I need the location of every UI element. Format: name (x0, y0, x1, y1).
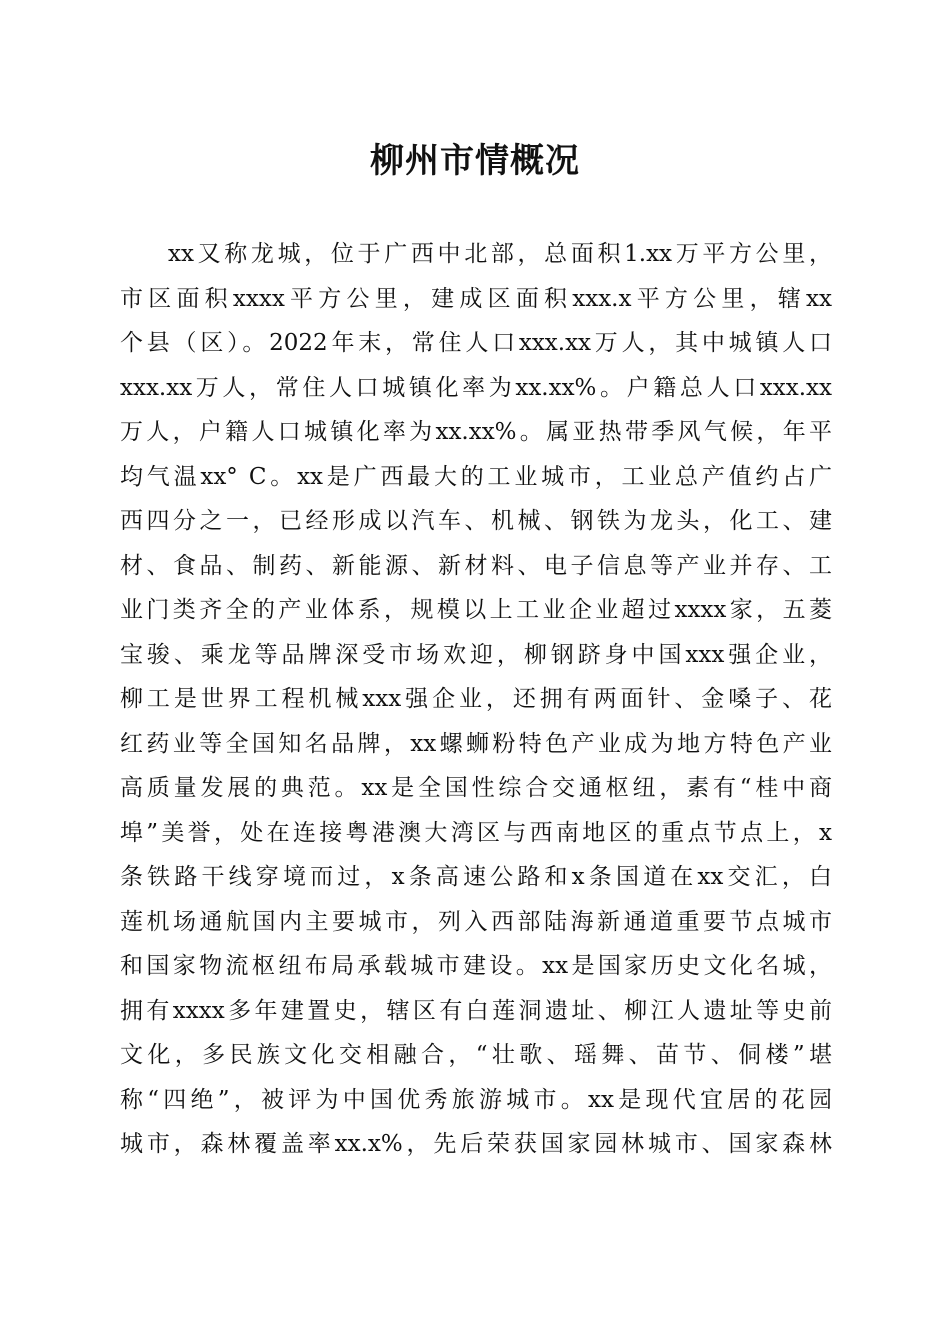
text-line: 城市，森林覆盖率xx.x%，先后荣获国家园林城市、国家森林 (120, 1131, 832, 1157)
text-line: 红药业等全国知名品牌，xx螺蛳粉特色产业成为地方特色产业 (120, 730, 832, 757)
text-line: 文化，多民族文化交相融合，“壮歌、瑶舞、苗节、侗楼”堪 (120, 1042, 832, 1068)
page-title: 柳州市情概况 (370, 141, 580, 181)
text-line: 称“四绝”，被评为中国优秀旅游城市。xx是现代宜居的花园 (120, 1086, 832, 1113)
text-line: 市区面积xxxx平方公里，建成区面积xxx.x平方公里，辖xx (120, 285, 832, 312)
text-line: 万人，户籍人口城镇化率为xx.xx%。属亚热带季风气候，年平 (120, 419, 832, 445)
text-line: 西四分之一，已经形成以汽车、机械、钢铁为龙头，化工、建 (120, 508, 832, 534)
body-paragraph (120, 232, 832, 1167)
text-line: 均气温xx° C。xx是广西最大的工业城市，工业总产值约占广 (120, 463, 832, 490)
text-line: 莲机场通航国内主要城市，列入西部陆海新通道重要节点城市 (120, 908, 832, 935)
text-line: 个县（区）。2022年末，常住人口xxx.xx万人，其中城镇人口 (120, 330, 832, 356)
text-line: xxx.xx万人，常住人口城镇化率为xx.xx%。户籍总人口xxx.xx (120, 374, 832, 401)
text-line: 柳工是世界工程机械xxx强企业，还拥有两面针、金嗓子、花 (120, 686, 832, 712)
text-line: 高质量发展的典范。xx是全国性综合交通枢纽，素有“桂中商 (120, 775, 832, 801)
text-line: 拥有xxxx多年建置史，辖区有白莲洞遗址、柳江人遗址等史前 (120, 997, 832, 1024)
text-line: 材、食品、制药、新能源、新材料、电子信息等产业并存、工 (120, 552, 832, 579)
text-line: 和国家物流枢纽布局承载城市建设。xx是国家历史文化名城， (120, 953, 832, 979)
text-line: xx又称龙城，位于广西中北部，总面积1.xx万平方公里， (168, 241, 832, 267)
text-line: 宝骏、乘龙等品牌深受市场欢迎，柳钢跻身中国xxx强企业， (120, 641, 832, 668)
text-line: 业门类齐全的产业体系，规模以上工业企业超过xxxx家，五菱 (120, 597, 832, 623)
text-line: 条铁路干线穿境而过，x条高速公路和x条国道在xx交汇，白 (120, 864, 832, 890)
text-line: 埠”美誉，处在连接粤港澳大湾区与西南地区的重点节点上，x (120, 819, 832, 846)
